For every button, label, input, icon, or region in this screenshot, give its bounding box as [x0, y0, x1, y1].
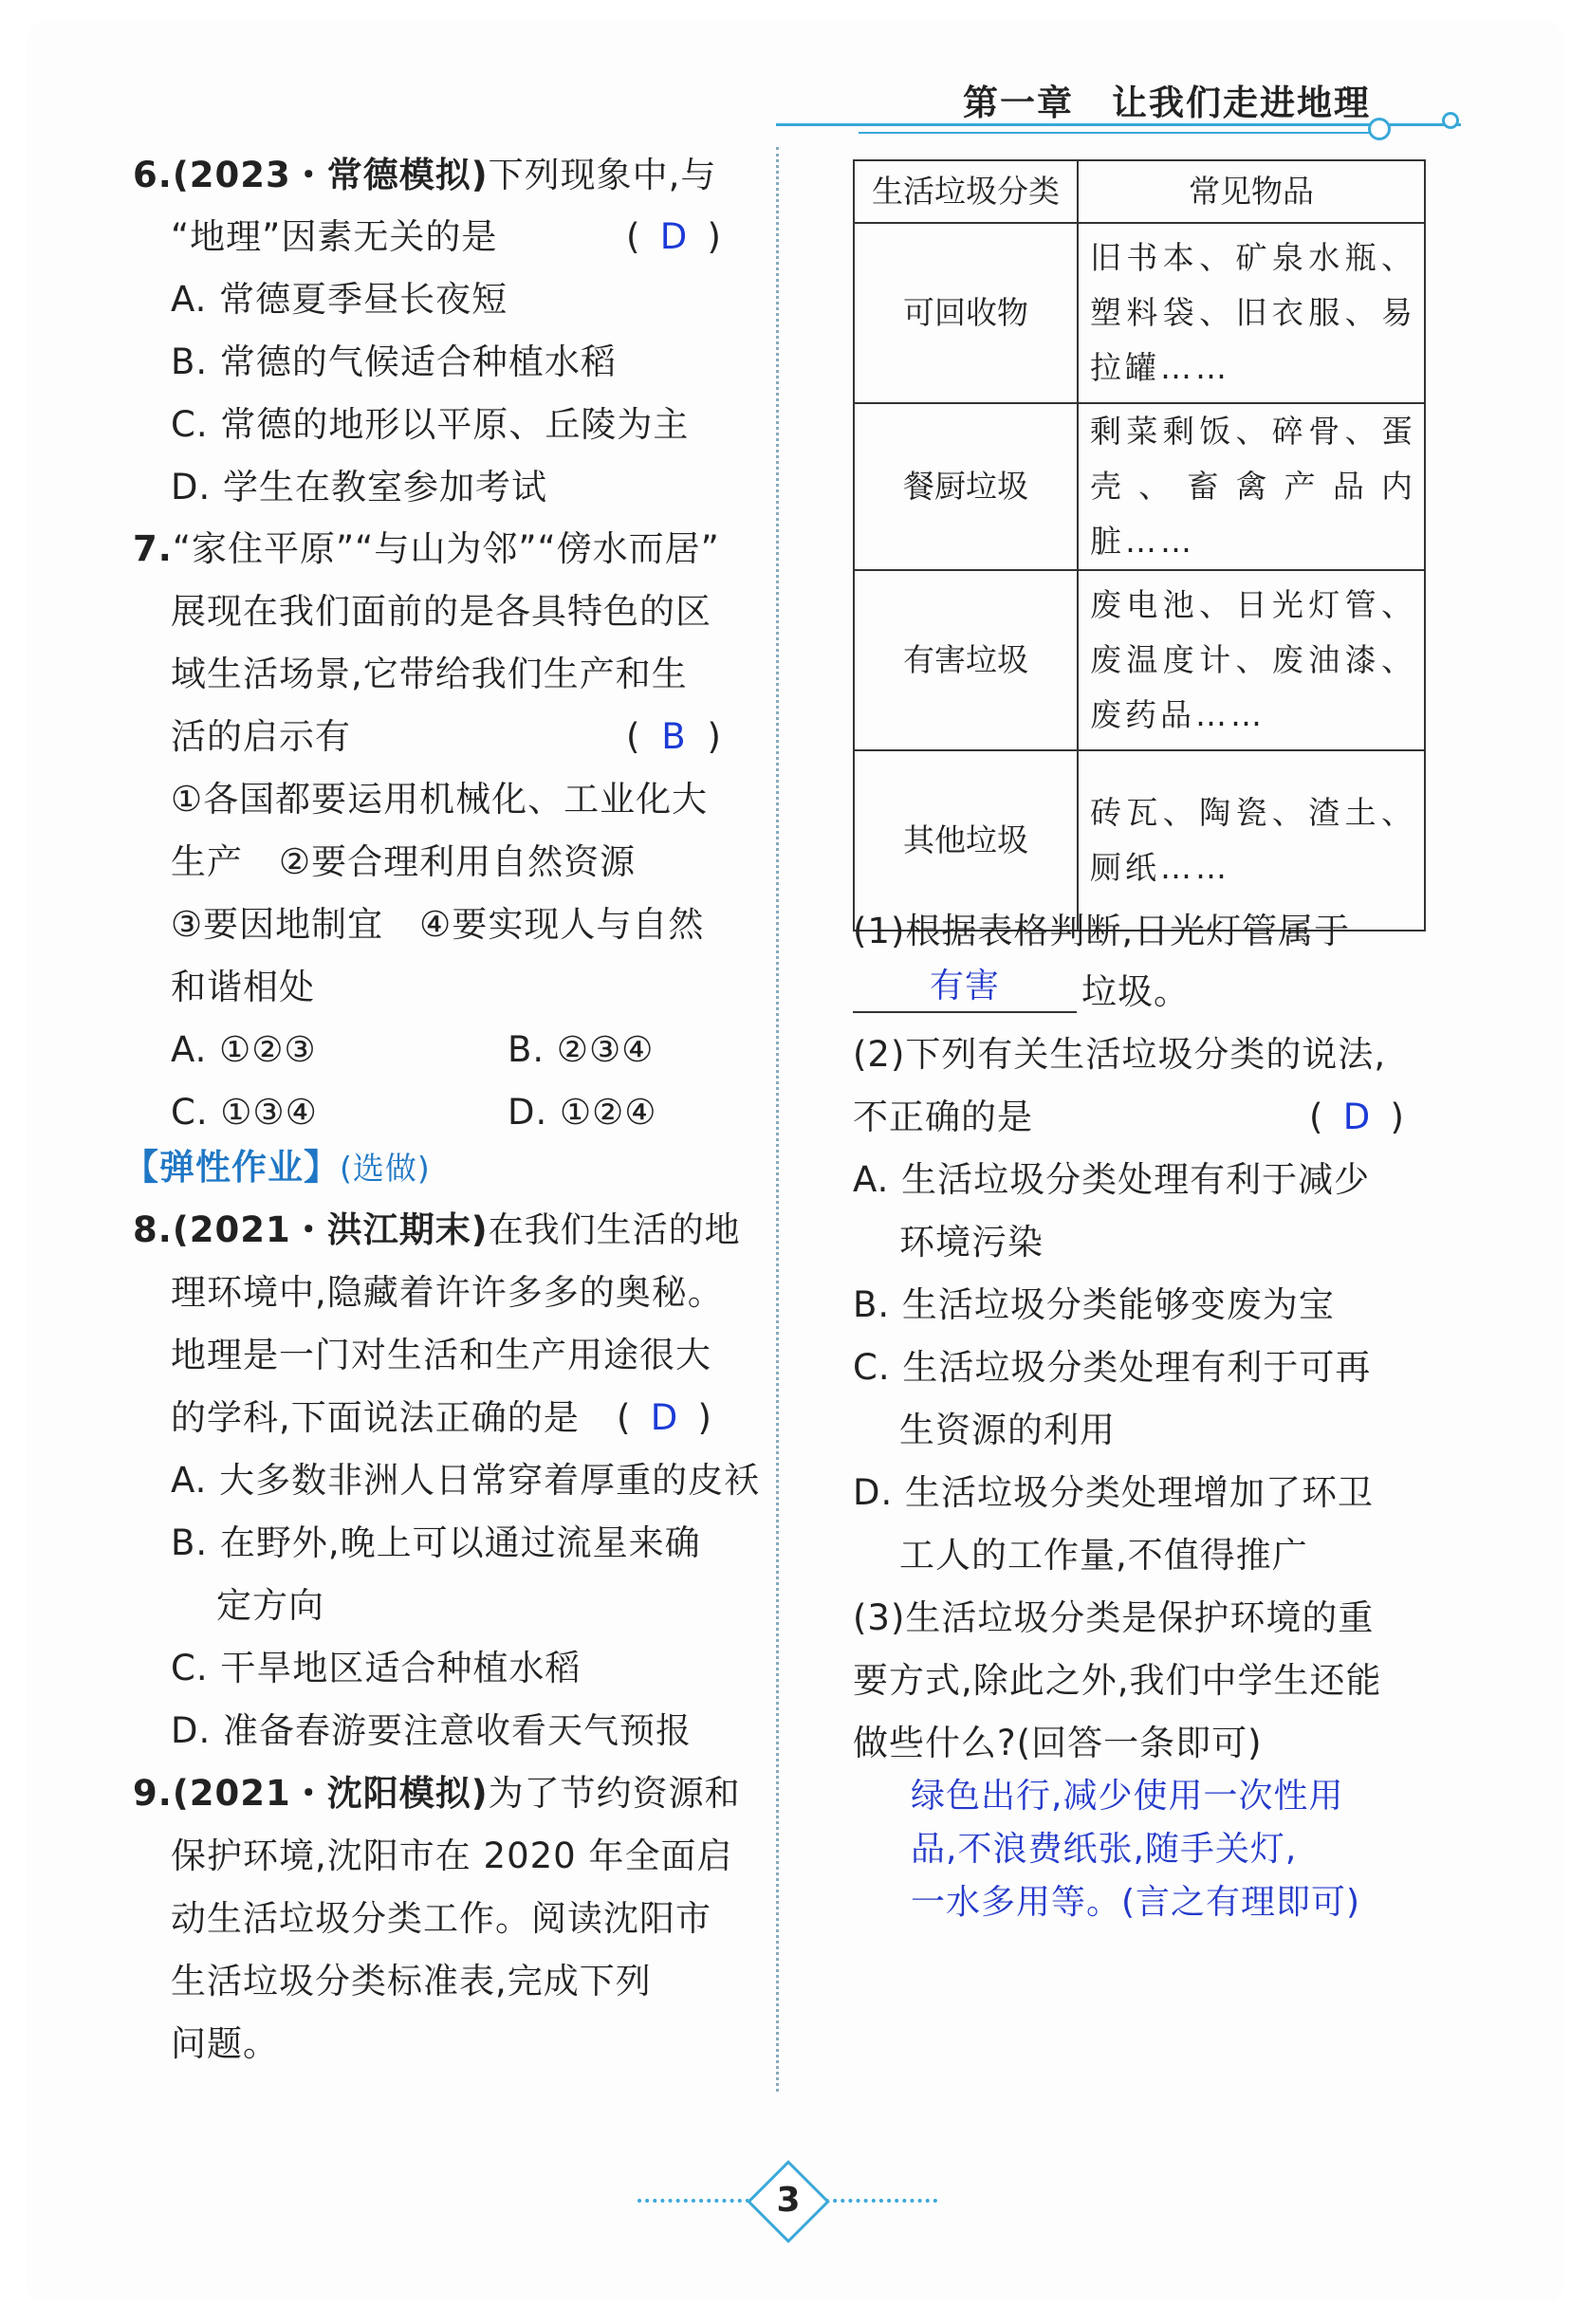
chapter-header [963, 74, 1371, 125]
q8-bracket-left: ( [617, 1397, 632, 1438]
q7-option-b: B. ②③④ [508, 1029, 655, 1070]
q9-stem-1: 为了节约资源和 [488, 1773, 741, 1814]
header-rule [776, 123, 1461, 126]
q7-item-4: 和谐相处 [171, 967, 315, 1007]
q8-option-b-1: B. 在野外,晚上可以通过流星来确 [171, 1522, 701, 1563]
q6-number: 6. [133, 155, 173, 195]
sub3-answer-1: 绿色出行,减少使用一次性用 [911, 1777, 1344, 1816]
q7-bracket-left: ( [626, 716, 641, 757]
section-tag-note: (选做) [340, 1150, 431, 1187]
q8-line1 [133, 1209, 741, 1251]
q7-answer: B [661, 716, 687, 757]
q6-source: (2023・常德模拟) [172, 155, 489, 195]
q9-source: (2021・沈阳模拟) [172, 1773, 489, 1814]
q8-option-c: C. 干旱地区适合种植水稻 [171, 1648, 582, 1688]
q6-bracket-left: ( [626, 216, 641, 257]
sub2-option-c-2: 生资源的利用 [899, 1410, 1116, 1450]
sub3-text-2: 要方式,除此之外,我们中学生还能 [853, 1660, 1382, 1701]
q6-option-b: B. 常德的气候适合种植水稻 [171, 341, 617, 382]
q8-bracket-right: ) [697, 1397, 712, 1438]
sub1-text-1: (1)根据表格判断,日光灯管属于 [853, 911, 1351, 951]
table-row [854, 570, 1425, 750]
q9-number: 9. [133, 1773, 173, 1814]
q7-bracket-right: ) [707, 716, 722, 757]
q9-stem-5: 问题。 [171, 2023, 279, 2064]
footer-dots-right [825, 2199, 937, 2203]
sub2-answer-bracket [1309, 1097, 1405, 1138]
table-cell-items: 剩菜剩饭、碎骨、蛋壳、畜禽产品内脏…… [1078, 403, 1425, 570]
q7-option-d: D. ①②④ [508, 1092, 657, 1133]
table-cell-category: 有害垃圾 [854, 570, 1078, 750]
q8-option-b-2: 定方向 [216, 1585, 324, 1626]
sub3-text-3: 做些什么?(回答一条即可) [853, 1723, 1263, 1763]
q6-answer-bracket [626, 216, 722, 258]
section-tag-label: 【弹性作业】 [123, 1147, 340, 1188]
q8-option-a: A. 大多数非洲人日常穿着厚重的皮袄 [171, 1460, 761, 1501]
table-cell-category: 其他垃圾 [854, 750, 1078, 931]
q7-item-2: 生产 ②要合理利用自然资源 [171, 841, 637, 882]
chapter-number: 第一章 [963, 83, 1074, 123]
sub3-text-1: (3)生活垃圾分类是保护环境的重 [853, 1597, 1375, 1638]
q8-number: 8. [133, 1209, 173, 1250]
q7-option-c: C. ①③④ [171, 1092, 318, 1133]
q7-option-a: A. ①②③ [171, 1029, 317, 1070]
sub2-option-b: B. 生活垃圾分类能够变废为宝 [853, 1284, 1335, 1325]
sub1-answer: 有害 [930, 967, 1001, 1005]
q8-option-d: D. 准备春游要注意收看天气预报 [171, 1710, 693, 1751]
table-row [854, 223, 1425, 403]
sub2-option-c-1: C. 生活垃圾分类处理有利于可再 [853, 1347, 1372, 1388]
table-header-items: 常见物品 [1078, 160, 1425, 223]
q7-stem-1: “家住平原”“与山为邻”“傍水而居” [172, 528, 720, 569]
q7-item-1: ①各国都要运用机械化、工业化大 [171, 779, 709, 820]
table-row [854, 403, 1425, 570]
q7-line1 [133, 528, 720, 570]
q6-bracket-right: ) [707, 216, 722, 257]
q9-stem-4: 生活垃圾分类标准表,完成下列 [171, 1961, 652, 2001]
q6-stem-1: 下列现象中,与 [488, 155, 717, 195]
column-divider [776, 147, 779, 2092]
q7-stem-3: 域生活场景,它带给我们生产和生 [171, 654, 688, 694]
table-cell-items: 旧书本、矿泉水瓶、塑料袋、旧衣服、易拉罐…… [1078, 223, 1425, 403]
q7-number: 7. [133, 528, 173, 569]
sub1-text-2: 垃圾。 [1081, 971, 1190, 1012]
sub2-bracket-left: ( [1309, 1097, 1324, 1137]
q8-stem-1: 在我们生活的地 [488, 1209, 741, 1250]
sub2-option-d-2: 工人的工作量,不值得推广 [899, 1535, 1308, 1576]
sub2-option-a-1: A. 生活垃圾分类处理有利于减少 [853, 1159, 1371, 1200]
q6-line1 [133, 155, 716, 196]
table-cell-category: 餐厨垃圾 [854, 403, 1078, 570]
q6-stem-2: “地理”因素无关的是 [171, 216, 498, 257]
q8-answer: D [650, 1397, 679, 1438]
q9-line1 [133, 1773, 741, 1815]
chapter-title: 让我们走进地理 [1112, 83, 1371, 123]
q8-answer-bracket [617, 1397, 712, 1439]
elastic-homework-tag [123, 1147, 431, 1190]
sub2-option-a-2: 环境污染 [899, 1222, 1044, 1263]
table-row [854, 750, 1425, 931]
q8-source: (2021・洪江期末) [172, 1209, 489, 1250]
sub1-answer-blank [853, 1011, 1077, 1013]
sub3-answer-2: 品,不浪费纸张,随手关灯, [911, 1830, 1298, 1869]
q8-stem-4: 的学科,下面说法正确的是 [171, 1397, 580, 1438]
table-cell-items: 废电池、日光灯管、废温度计、废油漆、废药品…… [1078, 570, 1425, 750]
sub2-text-1: (2)下列有关生活垃圾分类的说法, [853, 1034, 1387, 1075]
q8-stem-3: 地理是一门对生活和生产用途很大 [171, 1335, 711, 1375]
q9-stem-3: 动生活垃圾分类工作。阅读沈阳市 [171, 1898, 711, 1939]
q8-stem-2: 理环境中,隐藏着许许多多的奥秘。 [171, 1272, 724, 1313]
garbage-classification-table [853, 159, 1426, 931]
q9-stem-2: 保护环境,沈阳市在 2020 年全面启 [171, 1835, 733, 1876]
sub2-bracket-right: ) [1390, 1097, 1405, 1137]
q7-stem-4: 活的启示有 [171, 716, 351, 757]
header-rule-secondary [859, 132, 1376, 134]
header-circle-small-icon [1442, 112, 1459, 129]
table-header-row [854, 160, 1425, 223]
q7-stem-2: 展现在我们面前的是各具特色的区 [171, 591, 711, 632]
q6-answer: D [659, 216, 689, 257]
q6-option-c: C. 常德的地形以平原、丘陵为主 [171, 404, 690, 445]
sub2-option-d-1: D. 生活垃圾分类处理增加了环卫 [853, 1472, 1375, 1513]
q6-option-d: D. 学生在教室参加考试 [171, 467, 548, 507]
q7-answer-bracket [626, 716, 722, 758]
sub2-text-2: 不正确的是 [853, 1097, 1033, 1137]
q6-line2 [171, 216, 497, 258]
table-cell-items: 砖瓦、陶瓷、渣土、厕纸…… [1078, 750, 1425, 931]
footer-dots-left [637, 2199, 749, 2203]
sub3-answer-3: 一水多用等。(言之有理即可) [911, 1883, 1361, 1922]
table-header-category: 生活垃圾分类 [854, 160, 1078, 223]
page-number: 3 [776, 2181, 801, 2220]
header-circle-icon [1368, 118, 1391, 140]
q7-item-3: ③要因地制宜 ④要实现人与自然 [171, 904, 705, 945]
sub2-answer: D [1342, 1097, 1372, 1137]
q6-option-a: A. 常德夏季昼长夜短 [171, 279, 508, 320]
table-cell-category: 可回收物 [854, 223, 1078, 403]
